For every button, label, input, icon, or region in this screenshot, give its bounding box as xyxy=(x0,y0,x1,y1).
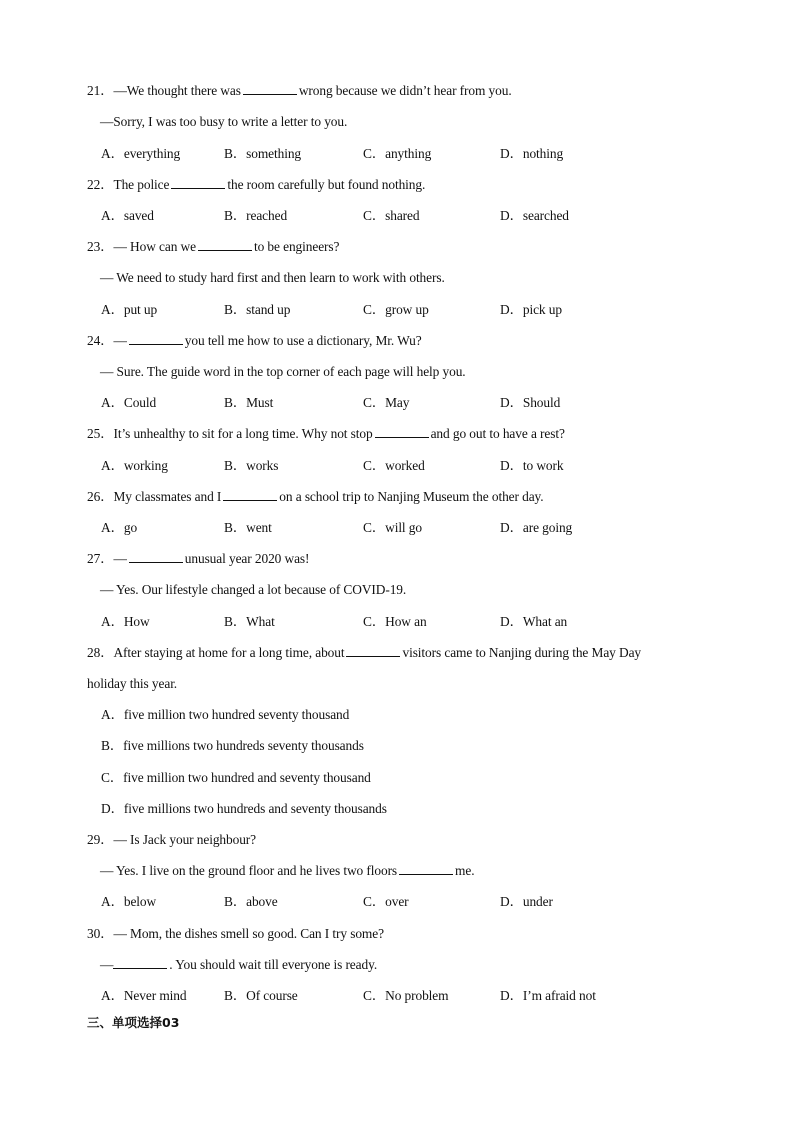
question-28-stem-continued: holiday this year. xyxy=(87,676,178,691)
answer-blank[interactable] xyxy=(223,487,277,501)
option-c[interactable]: C．How an xyxy=(363,614,427,629)
option-c[interactable]: C．worked xyxy=(363,458,425,473)
option-a[interactable]: A．go xyxy=(101,520,138,535)
question-number: 26． xyxy=(87,489,114,504)
option-d[interactable]: D．searched xyxy=(500,208,569,223)
question-30-options xyxy=(0,985,794,1007)
question-27-options xyxy=(0,611,794,633)
question-24-stem: 24．— you tell me how to use a dictionary, Mr. Wu? xyxy=(87,333,422,348)
answer-blank[interactable] xyxy=(375,424,429,438)
answer-blank[interactable] xyxy=(171,175,225,189)
question-21-options xyxy=(0,143,794,165)
option-c[interactable]: C．over xyxy=(363,894,409,909)
option-d[interactable]: D．to work xyxy=(500,458,564,473)
question-number: 23． xyxy=(87,239,114,254)
question-29-options xyxy=(0,891,794,913)
question-number: 21． xyxy=(87,83,114,98)
option-d[interactable]: D．pick up xyxy=(500,302,562,317)
option-d[interactable]: D．under xyxy=(500,894,553,909)
option-d[interactable]: D．nothing xyxy=(500,146,564,161)
option-a[interactable]: A．Never mind xyxy=(101,988,187,1003)
option-d[interactable]: D．I’m afraid not xyxy=(500,988,596,1003)
option-c[interactable]: C．anything xyxy=(363,146,432,161)
option-d[interactable]: D．five millions two hundreds and seventy thousands xyxy=(101,801,387,816)
section-heading: 三、单项选择03 xyxy=(87,1015,180,1030)
option-c[interactable]: C．May xyxy=(363,395,410,410)
question-30-stem: 30．— Mom, the dishes smell so good. Can I try some? xyxy=(87,926,384,941)
question-25-options xyxy=(0,455,794,477)
option-b[interactable]: B．What xyxy=(224,614,275,629)
option-b[interactable]: B．went xyxy=(224,520,272,535)
question-26-options xyxy=(0,517,794,539)
question-number: 30． xyxy=(87,926,114,941)
option-a[interactable]: A．saved xyxy=(101,208,154,223)
option-a[interactable]: A．everything xyxy=(101,146,181,161)
question-21-reply: —Sorry, I was too busy to write a letter to you. xyxy=(100,114,348,129)
option-d[interactable]: D．Should xyxy=(500,395,561,410)
question-23-stem: 23．— How can we to be engineers? xyxy=(87,239,340,254)
option-d[interactable]: D．What an xyxy=(500,614,568,629)
question-27-reply: — Yes. Our lifestyle changed a lot because of COVID-19. xyxy=(100,582,407,597)
option-c[interactable]: C．shared xyxy=(363,208,420,223)
question-24-reply: — Sure. The guide word in the top corner of each page will help you. xyxy=(100,364,466,379)
question-number: 25． xyxy=(87,426,114,441)
option-b[interactable]: B．stand up xyxy=(224,302,291,317)
option-b[interactable]: B．Must xyxy=(224,395,274,410)
question-30-reply: — . You should wait till everyone is ready. xyxy=(100,957,378,972)
option-a[interactable]: A．below xyxy=(101,894,157,909)
option-b[interactable]: B．something xyxy=(224,146,302,161)
question-25-stem: 25．It’s unhealthy to sit for a long time. Why not stop and go out to have a rest? xyxy=(87,426,565,441)
question-number: 22． xyxy=(87,177,114,192)
answer-blank[interactable] xyxy=(129,549,183,563)
option-b[interactable]: B．above xyxy=(224,894,278,909)
option-b[interactable]: B．Of course xyxy=(224,988,298,1003)
question-22-options xyxy=(0,205,794,227)
question-number: 29． xyxy=(87,832,114,847)
option-a[interactable]: A．Could xyxy=(101,395,157,410)
option-c[interactable]: C．No problem xyxy=(363,988,449,1003)
option-b[interactable]: B．reached xyxy=(224,208,288,223)
answer-blank[interactable] xyxy=(113,955,167,969)
question-24-options xyxy=(0,392,794,414)
option-c[interactable]: C．will go xyxy=(363,520,422,535)
question-29-stem: 29．— Is Jack your neighbour? xyxy=(87,832,257,847)
option-a[interactable]: A．five million two hundred seventy thousand xyxy=(101,707,350,722)
question-23-options xyxy=(0,299,794,321)
option-a[interactable]: A．put up xyxy=(101,302,158,317)
question-22-stem: 22．The police the room carefully but found nothing. xyxy=(87,177,426,192)
question-number: 24． xyxy=(87,333,114,348)
question-21-stem: 21．—We thought there was wrong because we didn’t hear from you. xyxy=(87,83,512,98)
option-b[interactable]: B．works xyxy=(224,458,279,473)
answer-blank[interactable] xyxy=(129,331,183,345)
option-a[interactable]: A．working xyxy=(101,458,168,473)
answer-blank[interactable] xyxy=(198,237,252,251)
answer-blank[interactable] xyxy=(399,861,453,875)
question-23-reply: — We need to study hard first and then learn to work with others. xyxy=(100,270,445,285)
question-26-stem: 26．My classmates and I on a school trip to Nanjing Museum the other day. xyxy=(87,489,544,504)
question-number: 27． xyxy=(87,551,114,566)
question-28-stem: 28．After staying at home for a long time, about visitors came to Nanjing during the May Day xyxy=(87,645,642,660)
option-d[interactable]: D．are going xyxy=(500,520,573,535)
answer-blank[interactable] xyxy=(346,643,400,657)
question-27-stem: 27．— unusual year 2020 was! xyxy=(87,551,310,566)
question-number: 28． xyxy=(87,645,114,660)
option-c[interactable]: C．grow up xyxy=(363,302,429,317)
question-29-reply: — Yes. I live on the ground floor and he lives two floors me. xyxy=(100,863,475,878)
option-b[interactable]: B．five millions two hundreds seventy thousands xyxy=(101,738,364,753)
option-a[interactable]: A．How xyxy=(101,614,150,629)
answer-blank[interactable] xyxy=(243,81,297,95)
option-c[interactable]: C．five million two hundred and seventy thousand xyxy=(101,770,371,785)
